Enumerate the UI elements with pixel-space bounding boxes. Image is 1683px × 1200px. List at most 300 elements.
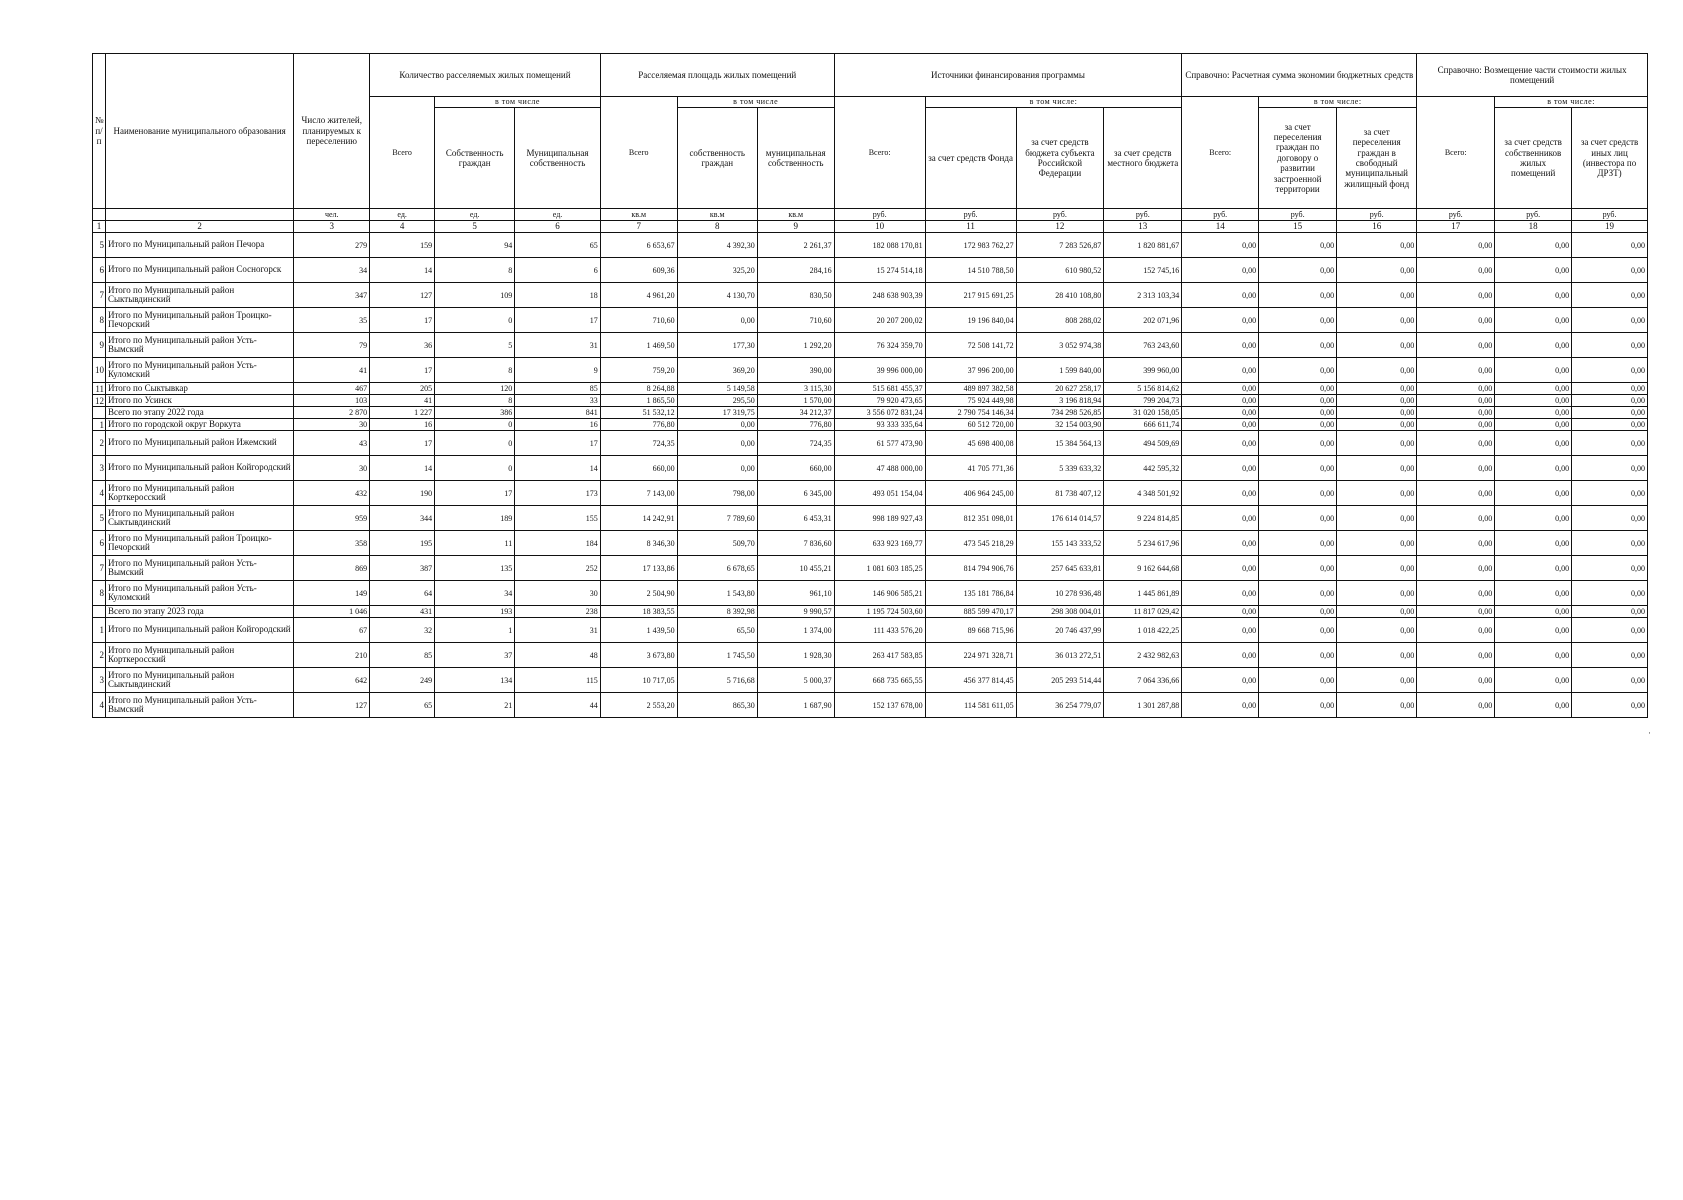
value-cell: 79 920 473,65 (834, 395, 925, 407)
value-cell: 2 504,90 (600, 581, 677, 606)
unit-cell: чел. (294, 209, 370, 221)
value-cell: 0,00 (677, 419, 757, 431)
column-number-cell: 11 (925, 221, 1016, 233)
value-cell: 0,00 (1417, 383, 1495, 395)
table-row (93, 358, 1648, 383)
value-cell: 0,00 (677, 308, 757, 333)
savings-including-header: в том числе: (1259, 97, 1417, 108)
value-cell: 279 (294, 233, 370, 258)
value-cell: 0,00 (1417, 283, 1495, 308)
value-cell: 0,00 (1495, 407, 1572, 419)
value-cell: 127 (370, 283, 435, 308)
unit-cell: руб. (1016, 209, 1104, 221)
table-row (93, 643, 1648, 668)
value-cell: 660,00 (757, 456, 834, 481)
value-cell: 1 928,30 (757, 643, 834, 668)
value-cell: 0,00 (1259, 395, 1337, 407)
value-cell: 20 627 258,17 (1016, 383, 1104, 395)
value-cell: 0,00 (1417, 431, 1495, 456)
resettlement-table (92, 53, 1648, 718)
value-cell: 8 (435, 258, 515, 283)
finance-including-header: в том числе: (925, 97, 1182, 108)
value-cell: 115 (515, 668, 601, 693)
value-cell: 0,00 (1417, 581, 1495, 606)
value-cell: 0,00 (1259, 618, 1337, 643)
column-number-cell: 19 (1572, 221, 1648, 233)
value-cell: 2 432 982,63 (1104, 643, 1182, 668)
table-row (93, 556, 1648, 581)
value-cell: 3 052 974,38 (1016, 333, 1104, 358)
value-cell: 155 (515, 506, 601, 531)
value-cell: 0,00 (1337, 581, 1417, 606)
row-number: 6 (93, 531, 106, 556)
table-row (93, 531, 1648, 556)
value-cell: 41 (370, 395, 435, 407)
table-row (93, 383, 1648, 395)
value-cell: 0,00 (1495, 693, 1572, 718)
value-cell: 0,00 (1572, 618, 1648, 643)
value-cell: 734 298 526,85 (1016, 407, 1104, 419)
group-compensation-header: Справочно: Возмещение части стоимости жилых помещений (1417, 54, 1648, 97)
value-cell: 5 000,37 (757, 668, 834, 693)
value-cell: 0,00 (1572, 581, 1648, 606)
value-cell: 0,00 (1417, 358, 1495, 383)
value-cell: 3 196 818,94 (1016, 395, 1104, 407)
value-cell: 0,00 (1495, 581, 1572, 606)
value-cell: 710,60 (600, 308, 677, 333)
value-cell: 195 (370, 531, 435, 556)
value-cell: 0,00 (1495, 431, 1572, 456)
municipality-name: Итого по Муниципальный район Сыктывдинский (105, 506, 293, 531)
unit-cell: руб. (1182, 209, 1259, 221)
value-cell: 0,00 (1417, 395, 1495, 407)
value-cell: 0,00 (1182, 531, 1259, 556)
value-cell: 0,00 (1417, 506, 1495, 531)
value-cell: 1 227 (370, 407, 435, 419)
comp-owners-header: за счет средств собственников жилых помещений (1495, 108, 1572, 209)
table-row (93, 407, 1648, 419)
value-cell: 17 (515, 431, 601, 456)
value-cell: 61 577 473,90 (834, 431, 925, 456)
value-cell: 0,00 (1417, 643, 1495, 668)
unit-cell: ед. (515, 209, 601, 221)
municipality-name: Итого по Муниципальный район Усть-Куломский (105, 581, 293, 606)
row-number: 7 (93, 283, 106, 308)
value-cell: 347 (294, 283, 370, 308)
municipality-name: Итого по Усинск (105, 395, 293, 407)
area-including-header: в том числе (677, 97, 834, 108)
value-cell: 9 224 814,85 (1104, 506, 1182, 531)
column-number-cell: 3 (294, 221, 370, 233)
municipality-name: Итого по Сыктывкар (105, 383, 293, 395)
value-cell: 9 990,57 (757, 606, 834, 618)
value-cell: 0,00 (1182, 556, 1259, 581)
row-number: 3 (93, 456, 106, 481)
row-number: 2 (93, 431, 106, 456)
unit-cell (105, 209, 293, 221)
value-cell: 5 716,68 (677, 668, 757, 693)
value-cell: 0,00 (1259, 258, 1337, 283)
value-cell: 109 (435, 283, 515, 308)
value-cell: 609,36 (600, 258, 677, 283)
value-cell: 295,50 (677, 395, 757, 407)
value-cell: 0,00 (1337, 531, 1417, 556)
value-cell: 94 (435, 233, 515, 258)
value-cell: 1 081 603 185,25 (834, 556, 925, 581)
table-body (93, 233, 1648, 718)
municipality-name: Итого по Муниципальный район Сосногорск (105, 258, 293, 283)
value-cell: 173 (515, 481, 601, 506)
value-cell: 0,00 (1337, 643, 1417, 668)
value-cell: 0,00 (1259, 333, 1337, 358)
row-number: 5 (93, 233, 106, 258)
row-number: 8 (93, 308, 106, 333)
value-cell: 0,00 (1495, 258, 1572, 283)
value-cell: 0,00 (1182, 233, 1259, 258)
value-cell: 152 745,16 (1104, 258, 1182, 283)
value-cell: 0,00 (1182, 606, 1259, 618)
value-cell: 0,00 (1572, 431, 1648, 456)
value-cell: 47 488 000,00 (834, 456, 925, 481)
value-cell: 11 (435, 531, 515, 556)
value-cell: 177,30 (677, 333, 757, 358)
unit-cell: руб. (834, 209, 925, 221)
value-cell: 0,00 (1259, 456, 1337, 481)
value-cell: 0,00 (1259, 431, 1337, 456)
value-cell: 959 (294, 506, 370, 531)
value-cell: 0,00 (1495, 556, 1572, 581)
value-cell: 18 383,55 (600, 606, 677, 618)
value-cell: 1 570,00 (757, 395, 834, 407)
value-cell: 190 (370, 481, 435, 506)
value-cell: 32 (370, 618, 435, 643)
table-row (93, 581, 1648, 606)
value-cell: 0,00 (1495, 333, 1572, 358)
value-cell: 1 445 861,89 (1104, 581, 1182, 606)
value-cell: 1 543,80 (677, 581, 757, 606)
value-cell: 1 195 724 503,60 (834, 606, 925, 618)
table-row (93, 481, 1648, 506)
value-cell: 64 (370, 581, 435, 606)
value-cell: 0,00 (1182, 308, 1259, 333)
value-cell: 0,00 (1259, 606, 1337, 618)
value-cell: 0,00 (1495, 668, 1572, 693)
value-cell: 0,00 (1495, 456, 1572, 481)
column-number-cell: 5 (435, 221, 515, 233)
row-number (93, 606, 106, 618)
row-number: 4 (93, 693, 106, 718)
value-cell: 0,00 (1182, 668, 1259, 693)
municipality-name: Итого по Муниципальный район Койгородский (105, 456, 293, 481)
municipality-name: Всего по этапу 2023 года (105, 606, 293, 618)
value-cell: 869 (294, 556, 370, 581)
value-cell: 103 (294, 395, 370, 407)
value-cell: 0,00 (1259, 506, 1337, 531)
col-no-header: № п/ п (93, 54, 106, 209)
value-cell: 358 (294, 531, 370, 556)
column-number-cell: 17 (1417, 221, 1495, 233)
value-cell: 16 (515, 419, 601, 431)
value-cell: 127 (294, 693, 370, 718)
group-rooms-header: Количество расселяемых жилых помещений (370, 54, 601, 97)
value-cell: 30 (515, 581, 601, 606)
value-cell: 489 897 382,58 (925, 383, 1016, 395)
rooms-including-header: в том числе (435, 97, 601, 108)
value-cell: 0,00 (1495, 618, 1572, 643)
table-row (93, 431, 1648, 456)
value-cell: 1 292,20 (757, 333, 834, 358)
value-cell: 238 (515, 606, 601, 618)
value-cell: 15 274 514,18 (834, 258, 925, 283)
value-cell: 3 115,30 (757, 383, 834, 395)
value-cell: 21 (435, 693, 515, 718)
value-cell: 0,00 (1572, 358, 1648, 383)
value-cell: 72 508 141,72 (925, 333, 1016, 358)
value-cell: 65 (370, 693, 435, 718)
value-cell: 93 333 335,64 (834, 419, 925, 431)
municipality-name: Итого по Муниципальный район Койгородский (105, 618, 293, 643)
value-cell: 51 532,12 (600, 407, 677, 419)
value-cell: 32 154 003,90 (1016, 419, 1104, 431)
value-cell: 6 (515, 258, 601, 283)
value-cell: 0,00 (1495, 358, 1572, 383)
value-cell: 17 (370, 431, 435, 456)
value-cell: 120 (435, 383, 515, 395)
value-cell: 17 (370, 358, 435, 383)
value-cell: 399 960,00 (1104, 358, 1182, 383)
table-row (93, 419, 1648, 431)
value-cell: 14 510 788,50 (925, 258, 1016, 283)
value-cell: 7 143,00 (600, 481, 677, 506)
unit-cell: кв.м (600, 209, 677, 221)
value-cell: 0,00 (1259, 407, 1337, 419)
row-number: 8 (93, 581, 106, 606)
scan-mark: · (1648, 728, 1651, 738)
value-cell: 184 (515, 531, 601, 556)
municipality-name: Итого по Муниципальный район Корткеросский (105, 481, 293, 506)
value-cell: 43 (294, 431, 370, 456)
value-cell: 1 745,50 (677, 643, 757, 668)
municipality-name: Итого по Муниципальный район Усть-Вымский (105, 556, 293, 581)
column-number-cell: 6 (515, 221, 601, 233)
value-cell: 0,00 (1337, 506, 1417, 531)
value-cell: 7 836,60 (757, 531, 834, 556)
municipality-name: Итого по Муниципальный район Ижемский (105, 431, 293, 456)
value-cell: 0,00 (1417, 308, 1495, 333)
value-cell: 0 (435, 419, 515, 431)
value-cell: 0,00 (1337, 395, 1417, 407)
column-number-cell: 15 (1259, 221, 1337, 233)
value-cell: 134 (435, 668, 515, 693)
value-cell: 0,00 (1495, 395, 1572, 407)
unit-cell: кв.м (757, 209, 834, 221)
value-cell: 146 906 585,21 (834, 581, 925, 606)
value-cell: 0,00 (1417, 407, 1495, 419)
value-cell: 0,00 (1495, 419, 1572, 431)
column-number-cell: 13 (1104, 221, 1182, 233)
row-number: 9 (93, 333, 106, 358)
value-cell: 217 915 691,25 (925, 283, 1016, 308)
value-cell: 7 283 526,87 (1016, 233, 1104, 258)
row-number: 5 (93, 506, 106, 531)
value-cell: 387 (370, 556, 435, 581)
value-cell: 5 234 617,96 (1104, 531, 1182, 556)
value-cell: 0,00 (1259, 308, 1337, 333)
value-cell: 0,00 (1259, 668, 1337, 693)
value-cell: 111 433 576,20 (834, 618, 925, 643)
value-cell: 0,00 (1182, 407, 1259, 419)
area-citizens-header: собственность граждан (677, 108, 757, 209)
column-number-cell: 12 (1016, 221, 1104, 233)
column-number-cell: 4 (370, 221, 435, 233)
value-cell: 252 (515, 556, 601, 581)
value-cell: 0,00 (1259, 283, 1337, 308)
value-cell: 89 668 715,96 (925, 618, 1016, 643)
value-cell: 5 156 814,62 (1104, 383, 1182, 395)
value-cell: 5 (435, 333, 515, 358)
value-cell: 2 790 754 146,34 (925, 407, 1016, 419)
table-row (93, 233, 1648, 258)
value-cell: 961,10 (757, 581, 834, 606)
column-number-cell: 16 (1337, 221, 1417, 233)
sav-free-header: за счет переселения граждан в свободный муниципальный жилищный фонд (1337, 108, 1417, 209)
value-cell: 149 (294, 581, 370, 606)
value-cell: 0,00 (1182, 506, 1259, 531)
value-cell: 1 374,00 (757, 618, 834, 643)
value-cell: 8 264,88 (600, 383, 677, 395)
value-cell: 841 (515, 407, 601, 419)
value-cell: 41 705 771,36 (925, 456, 1016, 481)
value-cell: 9 (515, 358, 601, 383)
value-cell: 0,00 (1182, 419, 1259, 431)
value-cell: 11 817 029,42 (1104, 606, 1182, 618)
value-cell: 494 509,69 (1104, 431, 1182, 456)
value-cell: 763 243,60 (1104, 333, 1182, 358)
area-municipal-header: муниципальная собственность (757, 108, 834, 209)
value-cell: 0,00 (1337, 431, 1417, 456)
value-cell: 0,00 (1495, 531, 1572, 556)
value-cell: 0,00 (1572, 407, 1648, 419)
value-cell: 0,00 (1417, 531, 1495, 556)
value-cell: 406 964 245,00 (925, 481, 1016, 506)
value-cell: 3 673,80 (600, 643, 677, 668)
value-cell: 48 (515, 643, 601, 668)
value-cell: 0,00 (1337, 283, 1417, 308)
value-cell: 0,00 (1182, 395, 1259, 407)
value-cell: 0,00 (1337, 333, 1417, 358)
rooms-total-header: Всего (370, 97, 435, 209)
value-cell: 0,00 (1182, 581, 1259, 606)
value-cell: 14 (370, 456, 435, 481)
value-cell: 4 961,20 (600, 283, 677, 308)
value-cell: 0,00 (1182, 333, 1259, 358)
value-cell: 34 (294, 258, 370, 283)
value-cell: 0,00 (1417, 606, 1495, 618)
value-cell: 0,00 (1572, 606, 1648, 618)
unit-cell: руб. (1417, 209, 1495, 221)
table-row (93, 693, 1648, 718)
rooms-citizens-header: Собственность граждан (435, 108, 515, 209)
value-cell: 799 204,73 (1104, 395, 1182, 407)
row-number: 1 (93, 419, 106, 431)
table-row (93, 308, 1648, 333)
municipality-name: Итого по Муниципальный район Сыктывдинский (105, 668, 293, 693)
value-cell: 0,00 (1337, 258, 1417, 283)
value-cell: 1 046 (294, 606, 370, 618)
value-cell: 41 (294, 358, 370, 383)
value-cell: 432 (294, 481, 370, 506)
col-residents-header: Число жителей, планируемых к переселению (294, 54, 370, 209)
value-cell: 456 377 814,45 (925, 668, 1016, 693)
unit-cell: руб. (925, 209, 1016, 221)
value-cell: 14 (370, 258, 435, 283)
value-cell: 2 870 (294, 407, 370, 419)
table-row (93, 456, 1648, 481)
value-cell: 0,00 (1182, 283, 1259, 308)
value-cell: 0,00 (1495, 383, 1572, 395)
value-cell: 45 698 400,08 (925, 431, 1016, 456)
value-cell: 0,00 (1337, 618, 1417, 643)
table-row (93, 668, 1648, 693)
unit-cell: ед. (435, 209, 515, 221)
value-cell: 515 681 455,37 (834, 383, 925, 395)
value-cell: 0,00 (1337, 358, 1417, 383)
column-numbers-row (93, 221, 1648, 233)
value-cell: 3 556 072 831,24 (834, 407, 925, 419)
value-cell: 7 789,60 (677, 506, 757, 531)
value-cell: 20 207 200,02 (834, 308, 925, 333)
value-cell: 0,00 (1337, 308, 1417, 333)
municipality-name: Итого по Муниципальный район Сыктывдинский (105, 283, 293, 308)
value-cell: 1 469,50 (600, 333, 677, 358)
value-cell: 0,00 (1259, 358, 1337, 383)
value-cell: 5 149,58 (677, 383, 757, 395)
resettlement-table-sheet (92, 53, 1648, 718)
value-cell: 7 064 336,66 (1104, 668, 1182, 693)
value-cell: 0,00 (1572, 643, 1648, 668)
value-cell: 16 (370, 419, 435, 431)
unit-cell: руб. (1337, 209, 1417, 221)
value-cell: 81 738 407,12 (1016, 481, 1104, 506)
value-cell: 0,00 (1495, 308, 1572, 333)
value-cell: 257 645 633,81 (1016, 556, 1104, 581)
value-cell: 14 (515, 456, 601, 481)
value-cell: 1 599 840,00 (1016, 358, 1104, 383)
area-total-header: Всего (600, 97, 677, 209)
value-cell: 6 453,31 (757, 506, 834, 531)
value-cell: 0,00 (1572, 668, 1648, 693)
value-cell: 0,00 (1182, 481, 1259, 506)
value-cell: 660,00 (600, 456, 677, 481)
group-finance-header: Источники финансирования программы (834, 54, 1182, 97)
value-cell: 369,20 (677, 358, 757, 383)
unit-cell: руб. (1259, 209, 1337, 221)
value-cell: 0,00 (1417, 456, 1495, 481)
value-cell: 0,00 (1259, 581, 1337, 606)
municipality-name: Итого по Муниципальный район Троицко-Печорский (105, 308, 293, 333)
value-cell: 0,00 (1417, 668, 1495, 693)
value-cell: 193 (435, 606, 515, 618)
value-cell: 0,00 (1417, 419, 1495, 431)
value-cell: 724,35 (757, 431, 834, 456)
municipality-name: Итого по Муниципальный район Усть-Вымский (105, 333, 293, 358)
value-cell: 75 924 449,98 (925, 395, 1016, 407)
value-cell: 0,00 (1572, 258, 1648, 283)
row-number: 1 (93, 618, 106, 643)
value-cell: 0,00 (1572, 531, 1648, 556)
value-cell: 176 614 014,57 (1016, 506, 1104, 531)
column-number-cell: 1 (93, 221, 106, 233)
